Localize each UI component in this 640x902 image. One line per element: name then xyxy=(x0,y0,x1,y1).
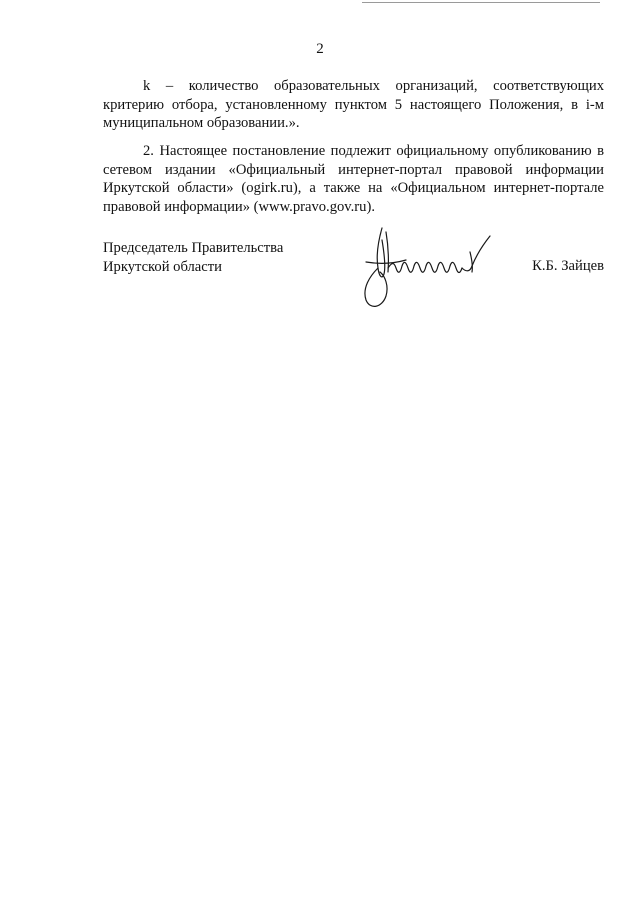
paragraph-publication-clause: 2. Настоящее постановление подлежит официальному опубликованию в сетевом издании «Официальный интернет-портал правовой информации Иркутской области» (ogirk.ru), а также на «Официальном интернет-портале правовой информации» (www.pravo.gov.ru). xyxy=(103,143,604,215)
scan-edge-line xyxy=(362,2,600,3)
handwritten-signature-icon xyxy=(348,222,498,314)
paragraph-formula-definition: k – количество образовательных организаций, соответствующих критерию отбора, установленному пунктом 5 настоящего Положения, в i-м муниципальном образовании.». xyxy=(103,78,604,132)
signer-name: К.Б. Зайцев xyxy=(532,258,604,274)
page-number: 2 xyxy=(316,41,324,57)
signer-position-title: Председатель Правительства Иркутской области xyxy=(103,240,284,275)
